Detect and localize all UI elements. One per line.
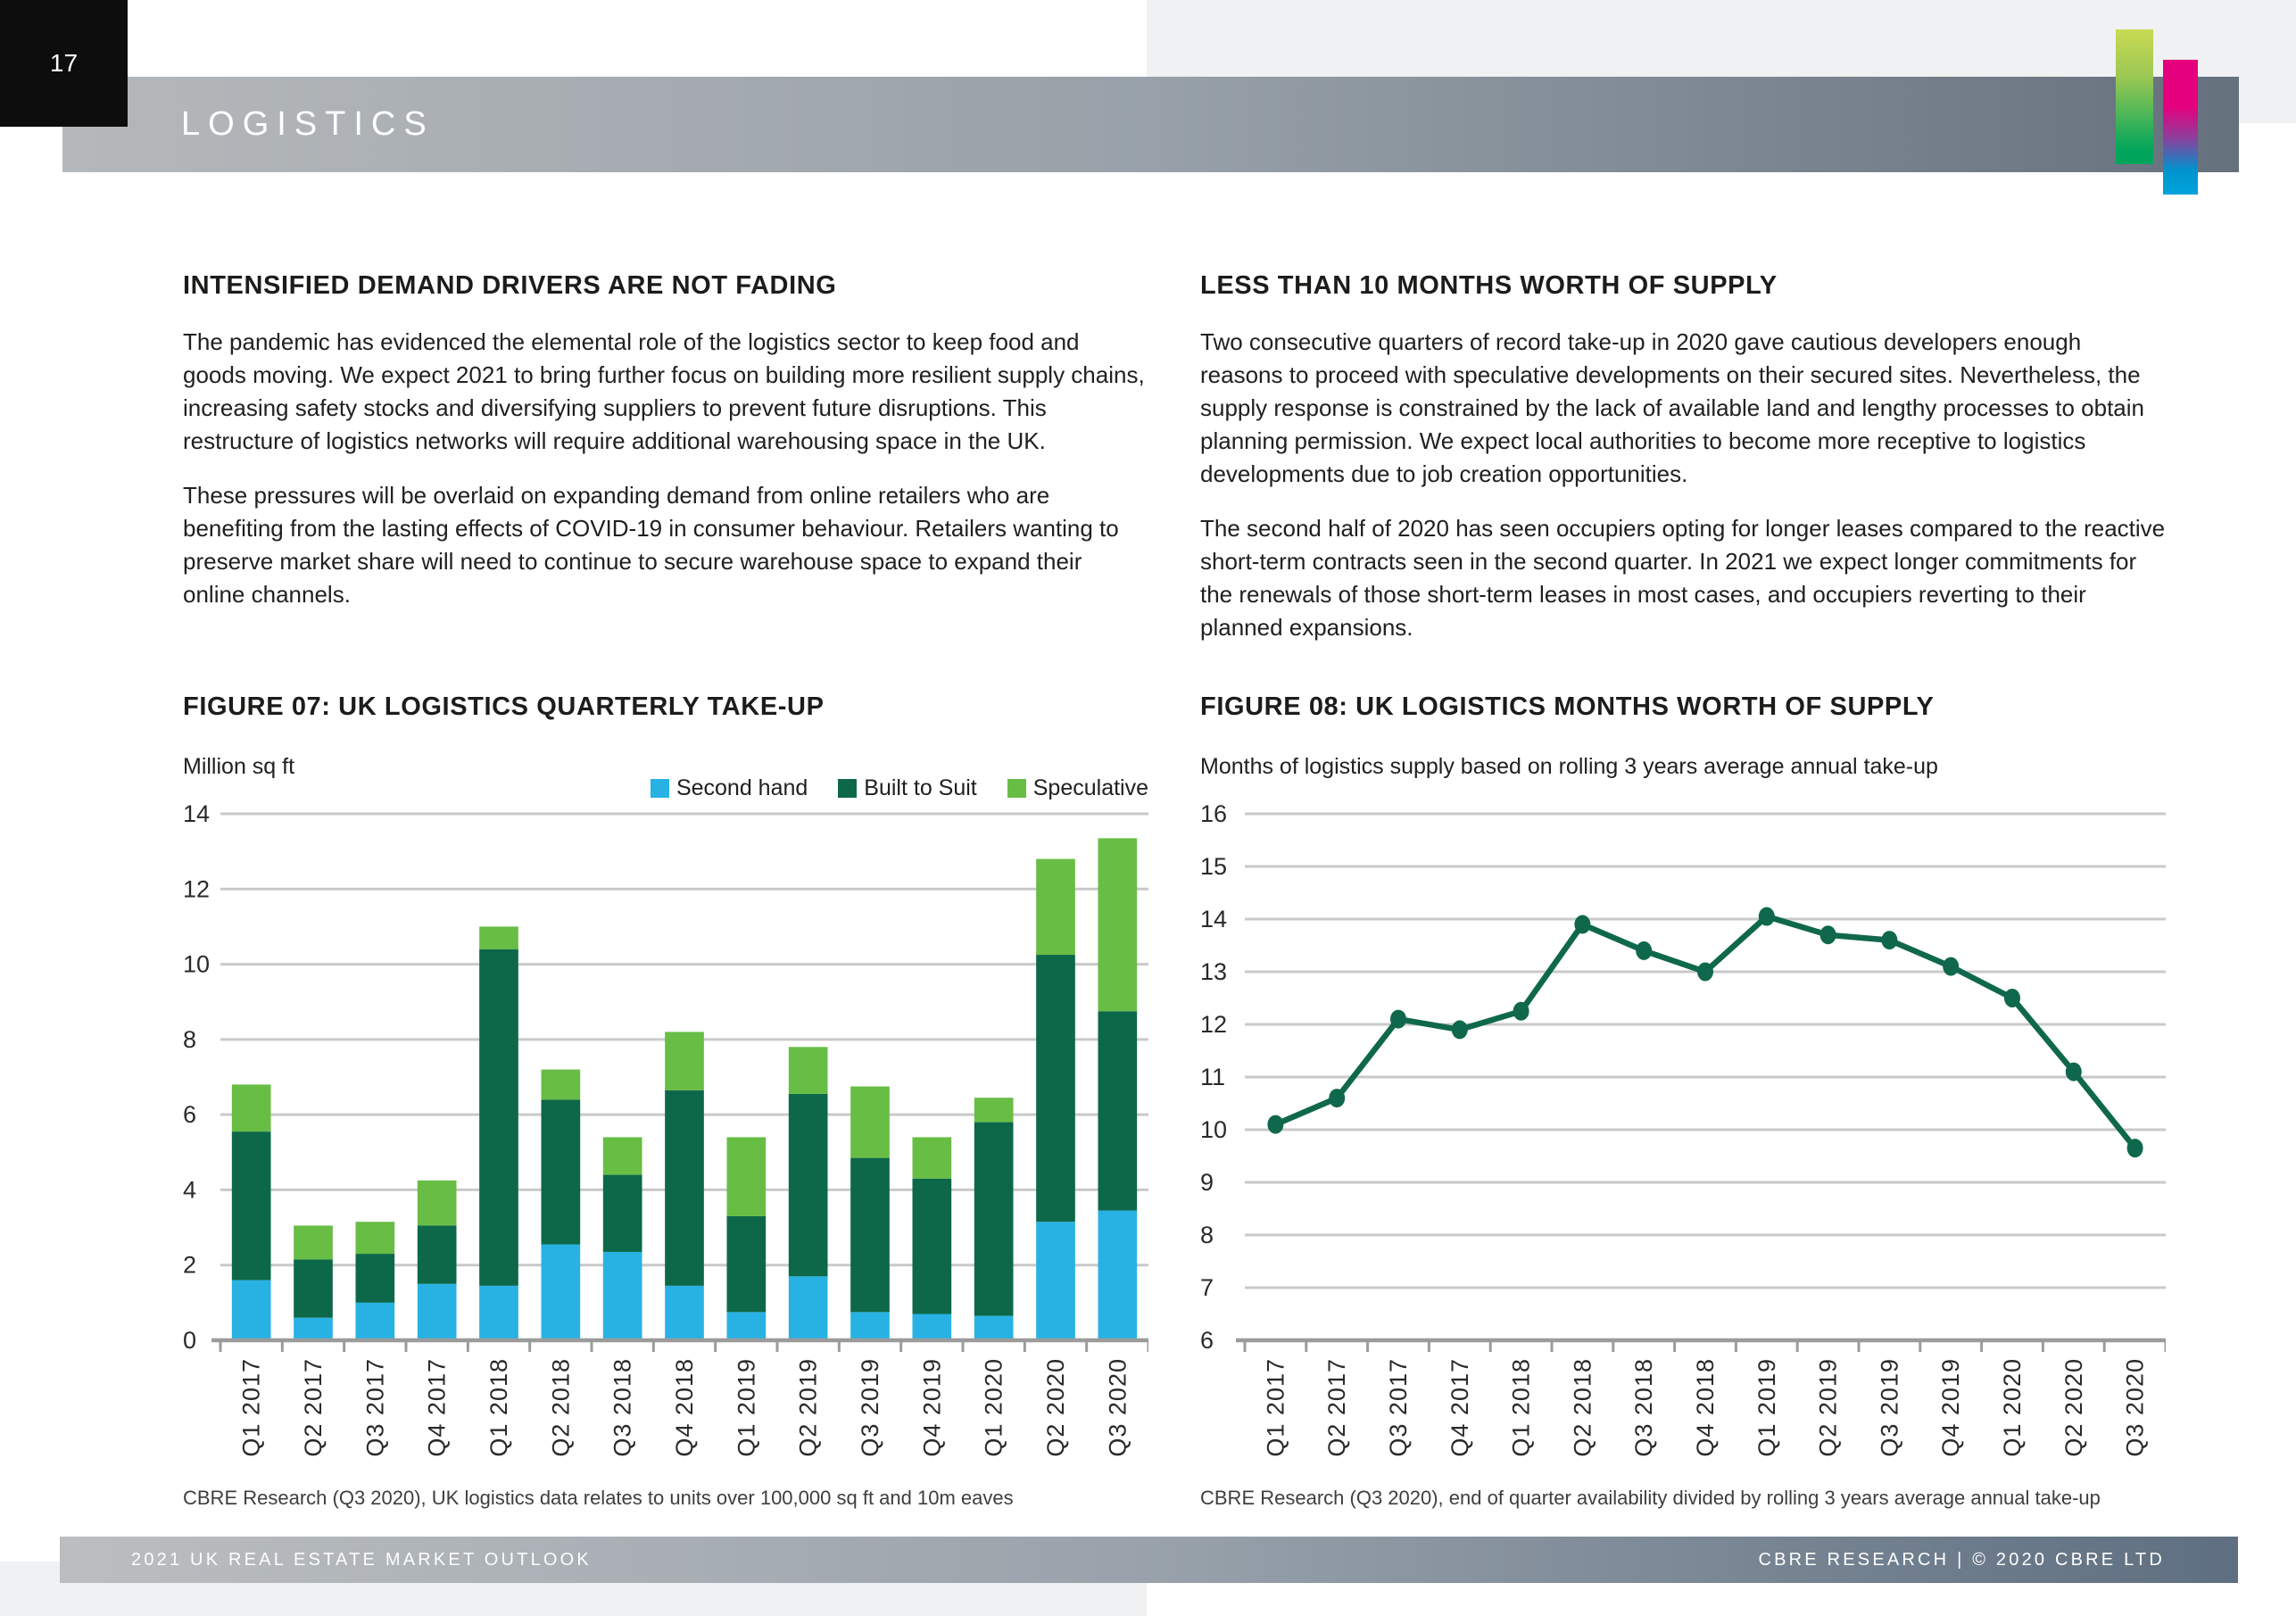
y-axis-label: 10 [183,950,211,978]
legend-swatch [838,779,857,798]
y-axis-label: 10 [1200,1116,1228,1143]
figure-08-footnote: CBRE Research (Q3 2020), end of quarter availability divided by rolling 3 years average annual take-up [1200,1487,2101,1509]
x-axis-label: Q1 2017 [237,1358,265,1457]
x-axis-label: Q3 2020 [2121,1358,2149,1457]
data-point [1329,1089,1345,1107]
x-axis-label: Q2 2018 [1569,1358,1596,1457]
x-axis-label: Q2 2018 [547,1358,575,1457]
y-axis-label: 7 [1200,1274,1214,1301]
bar-segment-speculative [541,1070,580,1100]
bar-segment-second-hand [665,1286,704,1340]
y-axis-label: 12 [1200,1011,1228,1038]
y-axis-label: 6 [1200,1327,1214,1354]
bar-segment-speculative [294,1225,333,1259]
x-axis-label: Q1 2017 [1262,1358,1289,1457]
x-axis-label: Q2 2017 [1323,1358,1351,1457]
trend-line [1275,916,2134,1148]
figure-07 [183,692,1148,1490]
x-axis-label: Q2 2020 [1042,1358,1069,1457]
data-point [1697,963,1713,982]
bar-segment-second-hand [789,1276,828,1340]
x-axis-label: Q2 2019 [794,1358,822,1457]
legend-item [1007,775,1148,801]
page-number-box [0,0,128,127]
bar-segment-speculative [912,1137,951,1178]
bar-segment-built-to-suit [294,1259,333,1317]
right-paragraph-2: The second half of 2020 has seen occupiers opting for longer leases compared to the reactive short-term contracts seen in the second quarter. In 2021 we expect longer commitments for the renewals of those short-term leases in most cases, and occupiers reverting to their planned expansions. [1200,515,2166,641]
bar-segment-second-hand [294,1318,333,1340]
x-axis-label: Q2 2019 [1814,1358,1842,1457]
bar-segment-speculative [726,1137,766,1216]
data-point [2004,989,2020,1007]
x-axis-label: Q3 2017 [361,1358,389,1457]
bar-segment-speculative [603,1137,642,1174]
bar-segment-built-to-suit [418,1225,457,1283]
x-axis-label: Q2 2020 [2060,1358,2087,1457]
x-axis-label: Q1 2020 [980,1358,1007,1457]
legend-label: Built to Suit [864,775,977,800]
x-axis-label: Q1 2019 [733,1358,760,1457]
x-axis-label: Q4 2018 [671,1358,698,1457]
figure-08 [1200,692,2166,1490]
bar-segment-speculative [1036,859,1075,955]
data-point [1452,1020,1468,1039]
left-paragraph-2: These pressures will be overlaid on expanding demand from online retailers who are benefiting from the lasting effects of COVID-19 in consumer behaviour. Retailers wanting to preserve market share will need to continue to secure warehouse space to expand their online channels. [183,482,1119,608]
bar-segment-second-hand [1098,1211,1137,1340]
y-axis-label: 12 [183,875,211,903]
bar-segment-second-hand [355,1303,394,1340]
chart-legend [651,775,1148,801]
y-axis-label: 15 [1200,853,1228,880]
bar-segment-second-hand [418,1284,457,1340]
right-heading: LESS THAN 10 MONTHS WORTH OF SUPPLY [1200,271,1778,300]
left-column [183,270,1148,633]
x-axis-label: Q4 2019 [1937,1358,1965,1457]
footer-report-title: 2021 UK REAL ESTATE MARKET OUTLOOK [131,1549,592,1570]
left-paragraph-1: The pandemic has evidenced the elemental role of the logistics sector to keep food and goods moving. We expect 2021 to bring further focus on building more resilient supply chains, increasing safety stocks and diversifying suppliers to prevent future disruptions. This restructure of logistics networks will require additional warehousing space in the UK. [183,328,1145,454]
x-axis-label: Q3 2020 [1104,1358,1131,1457]
takeup-stacked-bar-chart [183,803,1148,1481]
figure-07-subtitle: Million sq ft [183,754,295,779]
bar-segment-second-hand [1036,1222,1075,1340]
right-column [1200,270,2166,666]
figure-07-footnote: CBRE Research (Q3 2020), UK logistics data relates to units over 100,000 sq ft and 10m eaves [183,1487,1014,1509]
bar-segment-second-hand [912,1314,951,1341]
y-axis-label: 4 [183,1176,197,1204]
bar-segment-built-to-suit [850,1158,890,1313]
y-axis-label: 8 [1200,1222,1214,1248]
y-axis-label: 6 [183,1101,197,1129]
legend-item [651,775,808,801]
data-point [1267,1115,1283,1134]
bar-segment-built-to-suit [355,1254,394,1303]
top-right-tint-extension [2239,0,2296,123]
bar-segment-second-hand [232,1280,271,1340]
bar-segment-built-to-suit [603,1175,642,1252]
x-axis-label: Q3 2017 [1385,1358,1412,1457]
bar-segment-speculative [232,1084,271,1131]
y-axis-label: 13 [1200,958,1228,985]
bar-segment-second-hand [479,1286,518,1340]
supply-line-chart [1200,803,2166,1481]
data-point [1820,925,1836,944]
footer-bar [60,1537,2238,1583]
bar-segment-built-to-suit [665,1090,704,1286]
y-axis-label: 2 [183,1251,197,1279]
bar-segment-built-to-suit [479,949,518,1286]
data-point [1943,957,1959,976]
x-axis-label: Q1 2019 [1753,1358,1780,1457]
figure-07-title: FIGURE 07: UK LOGISTICS QUARTERLY TAKE-UP [183,692,825,721]
data-point [1574,915,1590,933]
section-title: LOGISTICS [181,105,435,143]
x-axis-label: Q3 2018 [609,1358,636,1457]
y-axis-label: 8 [183,1025,197,1053]
bar-segment-speculative [789,1047,828,1094]
right-paragraph-1: Two consecutive quarters of record take-up in 2020 gave cautious developers enough reasons to proceed with speculative developments on their secured sites. Nevertheless, the supply response is constrained by the lack of available land and lengthy processes to obtain planning permission. We expect local authorities to become more receptive to logistics developments due to job creation opportunities. [1200,328,2144,487]
x-axis-label: Q1 2020 [1999,1358,2026,1457]
data-point [1390,1010,1406,1029]
data-point [2066,1063,2082,1081]
bar-segment-second-hand [541,1245,580,1340]
legend-swatch [651,779,669,798]
x-axis-label: Q4 2019 [918,1358,946,1457]
y-axis-label: 11 [1200,1064,1226,1090]
left-heading: INTENSIFIED DEMAND DRIVERS ARE NOT FADING [183,271,837,300]
bar-segment-built-to-suit [232,1131,271,1280]
legend-label: Second hand [676,775,808,800]
figure-08-title: FIGURE 08: UK LOGISTICS MONTHS WORTH OF SUPPLY [1200,692,1935,721]
x-axis-label: Q3 2019 [1876,1358,1903,1457]
footer-copyright: CBRE RESEARCH | © 2020 CBRE LTD [1758,1549,2165,1570]
bar-segment-speculative [479,926,518,949]
bar-segment-second-hand [974,1316,1014,1340]
y-axis-label: 14 [183,803,211,827]
accent-bar-green [2116,29,2153,164]
y-axis-label: 14 [1200,906,1228,932]
page-number: 17 [49,49,79,77]
x-axis-label: Q4 2017 [423,1358,451,1457]
bar-segment-speculative [974,1098,1014,1122]
bar-segment-built-to-suit [726,1216,766,1312]
data-point [1759,907,1775,926]
bar-segment-second-hand [850,1312,890,1340]
data-point [1636,941,1652,960]
bar-segment-built-to-suit [1036,955,1075,1222]
bar-segment-speculative [850,1087,890,1158]
section-banner [62,77,2239,172]
bar-segment-built-to-suit [541,1099,580,1244]
legend-item [838,775,976,801]
y-axis-label: 9 [1200,1169,1214,1196]
figure-08-subtitle: Months of logistics supply based on rolling 3 years average annual take-up [1200,754,1938,779]
bar-segment-second-hand [603,1252,642,1340]
x-axis-label: Q4 2017 [1446,1358,1473,1457]
x-axis-label: Q3 2018 [1630,1358,1658,1457]
bar-segment-speculative [355,1222,394,1254]
x-axis-label: Q4 2018 [1692,1358,1719,1457]
x-axis-label: Q3 2019 [857,1358,883,1457]
bar-segment-built-to-suit [1098,1011,1137,1210]
bottom-left-tint [0,1583,1147,1616]
legend-swatch [1007,779,1026,798]
bar-segment-speculative [1098,838,1137,1011]
x-axis-label: Q1 2018 [485,1358,512,1457]
x-axis-label: Q2 2017 [300,1358,327,1457]
bar-segment-built-to-suit [789,1094,828,1276]
y-axis-label: 16 [1200,803,1228,827]
y-axis-label: 0 [183,1327,197,1354]
bar-segment-built-to-suit [912,1179,951,1314]
bar-segment-built-to-suit [974,1123,1014,1316]
legend-label: Speculative [1032,775,1148,800]
bar-segment-second-hand [726,1312,766,1340]
x-axis-label: Q1 2018 [1507,1358,1535,1457]
accent-bar-pink [2163,60,2198,195]
data-point [1513,1002,1529,1021]
bar-segment-speculative [665,1032,704,1090]
data-point [2127,1139,2143,1157]
data-point [1881,931,1897,949]
bottom-left-tint-extension [0,1562,60,1616]
bar-segment-speculative [418,1181,457,1226]
